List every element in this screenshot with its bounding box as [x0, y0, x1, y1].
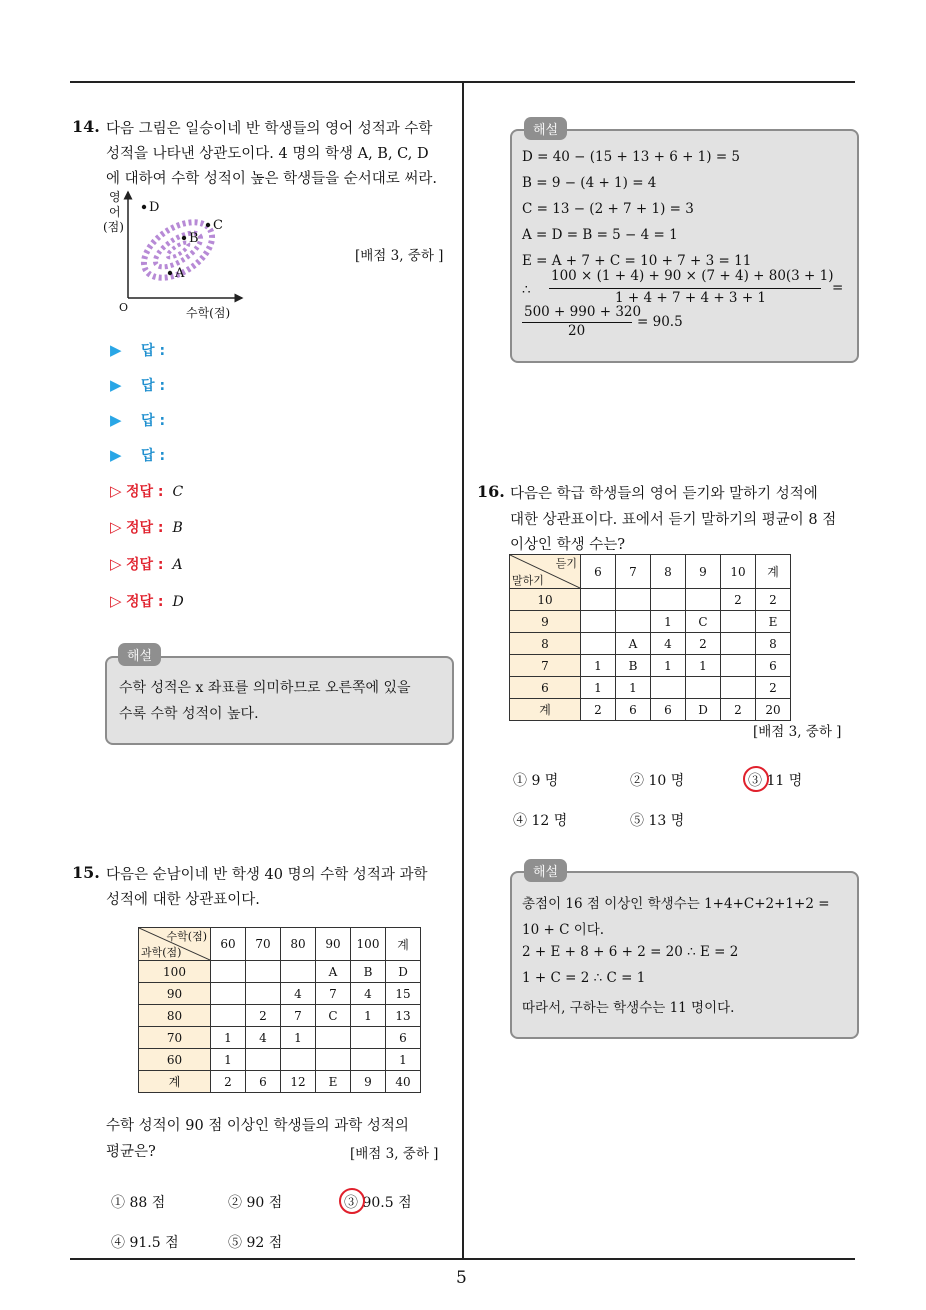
therefore-symbol: ∴: [522, 282, 531, 298]
table-cell: 40: [386, 1071, 421, 1093]
correct-answer-3: ▷ 정답 : A: [110, 555, 183, 573]
table-cell: 2: [721, 699, 756, 721]
table-cell: [281, 1049, 316, 1071]
triangle-icon: ▶: [110, 341, 122, 359]
column-header: 7: [616, 555, 651, 589]
table-corner-bottom: 말하기: [512, 574, 544, 587]
table-cell: 2: [721, 589, 756, 611]
table-row: [510, 589, 791, 611]
point-label-c: C: [213, 218, 223, 233]
table-cell: D: [686, 699, 721, 721]
table-row: [139, 1071, 421, 1093]
table-corner-top: 수학(점): [166, 930, 207, 943]
q15-solution-line-3: C = 13 − (2 + 7 + 1) = 3: [522, 201, 694, 217]
scatter-diagram: [100, 190, 260, 320]
row-header: 60: [139, 1049, 211, 1071]
q15-solution-line-1: D = 40 − (15 + 13 + 6 + 1) = 5: [522, 149, 741, 165]
table-cell: 7: [316, 983, 351, 1005]
q16-choice-4[interactable]: ④ 12 명: [513, 813, 568, 829]
q14-solution-box: [105, 656, 454, 745]
q15-question-line-1: 수학 성적이 90 점 이상인 학생들의 과학 성적의: [106, 1118, 409, 1134]
table-cell: A: [616, 633, 651, 655]
q16-solution-line-2: 10 + C 이다.: [522, 922, 605, 938]
y-axis-label-2: 어: [109, 205, 121, 219]
outline-triangle-icon: ▷: [110, 482, 122, 500]
table-row: [510, 699, 791, 721]
table-cell: 1: [616, 677, 651, 699]
table-row: [139, 1027, 421, 1049]
table-row: [139, 1005, 421, 1027]
table-cell: [246, 961, 281, 983]
answer-line-1: ▶ 답 :: [110, 341, 166, 359]
triangle-icon: ▶: [110, 446, 122, 464]
column-header: 60: [211, 928, 246, 961]
point-label-a: A: [175, 266, 185, 281]
table-cell: B: [351, 961, 386, 983]
q14-line-2: 성적을 나타낸 상관도이다. 4 명의 학생 A, B, C, D: [106, 146, 429, 162]
correct-answer-1: ▷ 정답 : C: [110, 482, 184, 500]
row-header: 9: [510, 611, 581, 633]
table-cell: 6: [386, 1027, 421, 1049]
table-cell: [351, 1049, 386, 1071]
q15-choice-2[interactable]: ② 90 점: [228, 1195, 283, 1211]
table-cell: [616, 589, 651, 611]
y-axis-label-3: (점): [103, 220, 124, 234]
table-cell: 13: [386, 1005, 421, 1027]
table-cell: 9: [351, 1071, 386, 1093]
table-cell: E: [316, 1071, 351, 1093]
q16-solution-line-3: 2 + E + 8 + 6 + 2 = 20 ∴ E = 2: [522, 944, 739, 960]
table-cell: [581, 633, 616, 655]
table-cell: 1: [581, 677, 616, 699]
table-cell: [581, 589, 616, 611]
table-cell: 1: [281, 1027, 316, 1049]
row-header: 70: [139, 1027, 211, 1049]
column-header: 계: [756, 555, 791, 589]
table-cell: 20: [756, 699, 791, 721]
column-header: 6: [581, 555, 616, 589]
q15-selected-circle: [339, 1188, 365, 1214]
q16-selected-circle: [743, 766, 769, 792]
question-number-15: 15.: [72, 863, 100, 882]
fraction-numerator-2: 500 + 990 + 320: [524, 304, 642, 320]
table-cell: 2: [756, 677, 791, 699]
table-cell: 1: [211, 1049, 246, 1071]
question-number-16: 16.: [477, 482, 505, 501]
table-cell: 7: [281, 1005, 316, 1027]
triangle-icon: ▶: [110, 411, 122, 429]
table-cell: 2: [246, 1005, 281, 1027]
q16-choice-2[interactable]: ② 10 명: [630, 773, 685, 789]
table-cell: C: [316, 1005, 351, 1027]
q14-solution-line-1: 수학 성적은 x 좌표를 의미하므로 오른쪽에 있을: [119, 680, 411, 696]
column-header: 70: [246, 928, 281, 961]
answer-line-4: ▶ 답 :: [110, 446, 166, 464]
q16-solution-badge: 해설: [524, 859, 567, 882]
table-cell: [616, 611, 651, 633]
table-cell: 2: [756, 589, 791, 611]
table-cell: [211, 961, 246, 983]
table-cell: [651, 589, 686, 611]
row-header: 90: [139, 983, 211, 1005]
table-row: [510, 555, 791, 589]
table-cell: 2: [581, 699, 616, 721]
table-cell: 1: [651, 655, 686, 677]
table-cell: 4: [281, 983, 316, 1005]
column-header: 90: [316, 928, 351, 961]
q15-points: [배점 3, 중하 ]: [350, 1146, 439, 1162]
table-cell: 8: [756, 633, 791, 655]
table-cell: C: [686, 611, 721, 633]
column-header: 80: [281, 928, 316, 961]
table-cell: [246, 983, 281, 1005]
table-cell: 1: [211, 1027, 246, 1049]
outline-triangle-icon: ▷: [110, 555, 122, 573]
fraction-denominator-2: 20: [568, 323, 586, 339]
q16-choice-3[interactable]: ③ 11 명: [748, 773, 803, 789]
table-cell: 4: [351, 983, 386, 1005]
fraction-result: = 90.5: [637, 314, 683, 330]
outline-triangle-icon: ▷: [110, 518, 122, 536]
correct-answer-4: ▷ 정답 : D: [110, 592, 184, 610]
table-cell: [721, 611, 756, 633]
table-cell: 1: [386, 1049, 421, 1071]
q16-line-3: 이상인 학생 수는?: [510, 537, 626, 553]
q16-solution-line-5: 따라서, 구하는 학생수는 11 명이다.: [522, 1000, 735, 1016]
table-row: [510, 633, 791, 655]
x-axis-label: 수학(점): [186, 306, 231, 320]
table-cell: [686, 589, 721, 611]
table-cell: 1: [581, 655, 616, 677]
column-header: 100: [351, 928, 386, 961]
table-corner-bottom: 과학(점): [141, 946, 182, 959]
q15-correlation-table: [138, 927, 421, 1093]
table-cell: [721, 655, 756, 677]
table-row: [139, 928, 421, 961]
row-header: 계: [139, 1071, 211, 1093]
table-cell: 1: [351, 1005, 386, 1027]
q16-choice-1[interactable]: ① 9 명: [513, 773, 559, 789]
q14-solution-line-2: 수록 수학 성적이 높다.: [119, 706, 259, 722]
table-cell: D: [386, 961, 421, 983]
table-row: [139, 961, 421, 983]
table-cell: 2: [211, 1071, 246, 1093]
point-label-d: D: [149, 200, 160, 215]
q15-choice-1[interactable]: ① 88 점: [111, 1195, 166, 1211]
q16-line-2: 대한 상관표이다. 표에서 듣기 말하기의 평균이 8 점: [510, 512, 837, 528]
table-cell: [581, 611, 616, 633]
column-header: 8: [651, 555, 686, 589]
table-cell: A: [316, 961, 351, 983]
q14-points: [배점 3, 중하 ]: [355, 248, 444, 264]
table-row: [510, 655, 791, 677]
column-divider: [462, 82, 464, 1260]
q16-points: [배점 3, 중하 ]: [753, 724, 842, 740]
table-row: [139, 1049, 421, 1071]
q14-line-3: 에 대하여 수학 성적이 높은 학생들을 순서대로 써라.: [106, 171, 438, 187]
bottom-rule: [70, 1258, 855, 1260]
q15-line-2: 성적에 대한 상관표이다.: [106, 892, 260, 908]
outline-triangle-icon: ▷: [110, 592, 122, 610]
column-header: 계: [386, 928, 421, 961]
table-corner-cell: [139, 928, 211, 961]
q14-line-1: 다음 그림은 일승이네 반 학생들의 영어 성적과 수학: [106, 121, 433, 137]
fraction-numerator-1: 100 × (1 + 4) + 90 × (7 + 4) + 80(3 + 1): [551, 268, 834, 284]
fraction-bar-1: [549, 288, 821, 289]
table-cell: 6: [616, 699, 651, 721]
q16-choice-5[interactable]: ⑤ 13 명: [630, 813, 685, 829]
table-cell: [211, 983, 246, 1005]
q15-choice-5[interactable]: ⑤ 92 점: [228, 1235, 283, 1251]
column-header: 10: [721, 555, 756, 589]
question-number-14: 14.: [72, 117, 100, 136]
table-cell: [651, 677, 686, 699]
y-axis-label-1: 영: [109, 190, 121, 204]
table-cell: [246, 1049, 281, 1071]
table-row: [510, 611, 791, 633]
table-corner-top: 듣기: [555, 557, 577, 570]
triangle-icon: ▶: [110, 376, 122, 394]
table-cell: E: [756, 611, 791, 633]
row-header: 80: [139, 1005, 211, 1027]
table-cell: 6: [756, 655, 791, 677]
column-header: 9: [686, 555, 721, 589]
table-cell: 2: [686, 633, 721, 655]
table-cell: [281, 961, 316, 983]
correct-answer-2: ▷ 정답 : B: [110, 518, 183, 536]
table-cell: [721, 633, 756, 655]
table-cell: [211, 1005, 246, 1027]
equals-sign: =: [832, 280, 844, 296]
table-cell: 12: [281, 1071, 316, 1093]
table-cell: 4: [651, 633, 686, 655]
row-header: 8: [510, 633, 581, 655]
table-cell: [721, 677, 756, 699]
row-header: 100: [139, 961, 211, 983]
table-row: [139, 983, 421, 1005]
row-header: 6: [510, 677, 581, 699]
table-cell: [316, 1049, 351, 1071]
row-header: 계: [510, 699, 581, 721]
table-cell: [316, 1027, 351, 1049]
q15-solution-line-5: E = A + 7 + C = 10 + 7 + 3 = 11: [522, 253, 752, 269]
q15-choice-4[interactable]: ④ 91.5 점: [111, 1235, 179, 1251]
q16-solution-line-4: 1 + C = 2 ∴ C = 1: [522, 970, 646, 986]
table-cell: [686, 677, 721, 699]
point-label-b: B: [189, 231, 199, 246]
origin-label: O: [119, 301, 129, 314]
q14-solution-badge: 해설: [118, 643, 161, 666]
q16-solution-line-1: 총점이 16 점 이상인 학생수는 1+4+C+2+1+2 =: [522, 896, 830, 912]
q15-question-line-2: 평균은?: [106, 1144, 156, 1160]
page-number: 5: [456, 1268, 467, 1288]
q16-line-1: 다음은 학급 학생들의 영어 듣기와 말하기 성적에: [510, 486, 818, 502]
q15-solution-line-2: B = 9 − (4 + 1) = 4: [522, 175, 657, 191]
table-cell: B: [616, 655, 651, 677]
q15-solution-badge: 해설: [524, 117, 567, 140]
table-corner-cell: [510, 555, 581, 589]
table-cell: 6: [651, 699, 686, 721]
row-header: 10: [510, 589, 581, 611]
q15-line-1: 다음은 순남이네 반 학생 40 명의 수학 성적과 과학: [106, 867, 428, 883]
table-cell: [351, 1027, 386, 1049]
answer-line-3: ▶ 답 :: [110, 411, 166, 429]
answer-line-2: ▶ 답 :: [110, 376, 166, 394]
row-header: 7: [510, 655, 581, 677]
q16-correlation-table: [509, 554, 791, 721]
q15-choice-3[interactable]: ③ 90.5 점: [344, 1195, 412, 1211]
table-cell: 4: [246, 1027, 281, 1049]
q15-solution-line-4: A = D = B = 5 − 4 = 1: [522, 227, 678, 243]
table-cell: 6: [246, 1071, 281, 1093]
table-cell: 1: [686, 655, 721, 677]
table-cell: 15: [386, 983, 421, 1005]
fraction-denominator-1: 1 + 4 + 7 + 4 + 3 + 1: [615, 290, 767, 306]
table-row: [510, 677, 791, 699]
table-cell: 1: [651, 611, 686, 633]
